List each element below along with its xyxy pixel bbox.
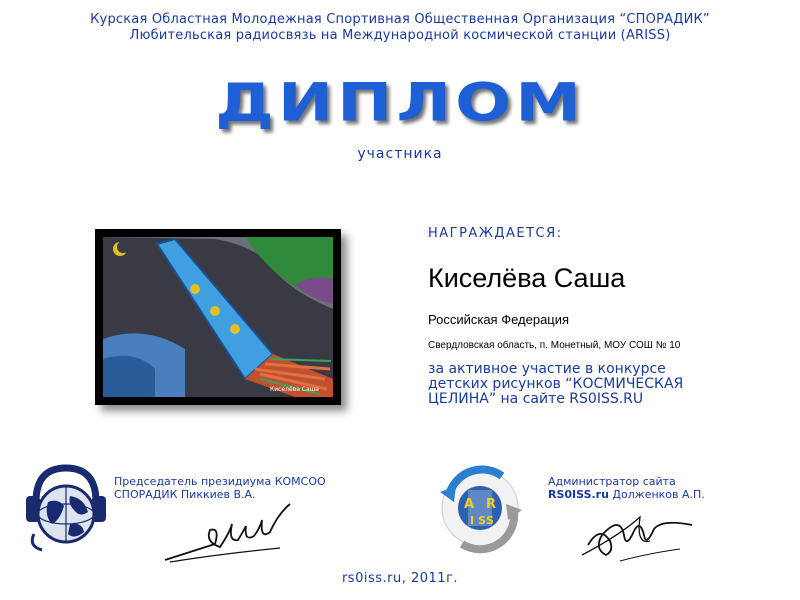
right-signatory-site: RS0ISS.ru	[548, 488, 609, 501]
ariss-letter: R	[486, 497, 497, 512]
diploma-subtitle: участника	[357, 146, 443, 162]
header-org-line: Курская Областная Молодежная Спортивная Общественная Организация “СПОРАДИК”	[90, 12, 710, 27]
artwork-frame	[95, 229, 341, 405]
right-signature	[580, 505, 700, 565]
ariss-letter: I	[470, 514, 475, 527]
left-signatory-name: СПОРАДИК Пиккиев В.А.	[114, 488, 256, 501]
left-signatory-position: Председатель президиума КОМСОО	[114, 475, 326, 488]
footer-site-year: rs0iss.ru, 2011г.	[341, 571, 459, 586]
awarded-label: НАГРАЖДАЕТСЯ:	[428, 226, 563, 241]
left-signatory	[114, 475, 326, 501]
right-signatory-position: Администратор сайта	[548, 475, 676, 488]
ariss-letter: A	[464, 497, 475, 512]
award-reason-line: детских рисунков “КОСМИЧЕСКАЯ	[428, 376, 684, 392]
sporadik-logo	[24, 462, 108, 552]
header-ariss-line: Любительская радиосвязь на Международной космической станции (ARISS)	[129, 28, 671, 43]
recipient-school: Свердловская область, п. Монетный, МОУ СОШ № 10	[428, 340, 681, 351]
right-signatory-name: Долженков А.П.	[608, 488, 705, 501]
recipient-country: Российская Федерация	[428, 312, 570, 327]
artwork-drawing	[95, 229, 341, 405]
ariss-logo	[432, 462, 524, 554]
award-reason-line: ЦЕЛИНА” на сайте RS0ISS.RU	[428, 391, 644, 407]
recipient-name: Киселёва Саша	[428, 263, 626, 293]
right-signatory-name-line	[548, 488, 705, 501]
award-reason-line: за активное участие в конкурсе	[428, 361, 666, 377]
ariss-letter: S	[486, 514, 494, 527]
left-signature	[160, 502, 300, 564]
ariss-letter: S	[478, 514, 486, 527]
award-reason	[428, 362, 768, 407]
diploma-title: ДИПЛОМ	[215, 71, 585, 134]
right-signatory	[548, 475, 705, 501]
artwork-caption: Киселёва Саша	[270, 386, 319, 393]
